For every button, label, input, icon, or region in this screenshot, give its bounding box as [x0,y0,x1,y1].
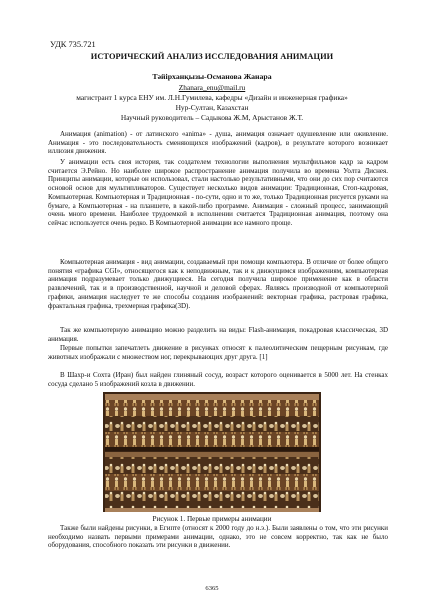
figure-ancient-animation-image [103,392,321,512]
author-email[interactable] [40,83,384,92]
paragraph-intro: Анимация (animation) - от латинского «anima» - душа, анимация означает одушевление или оживление. Анимация - это последовательность сменяющихся изображений (кадров), в результате которого возникает иллюзия движения. [48,130,388,156]
paragraph-computer-animation: Компьютерная анимация - вид анимации, создаваемый при помощи компьютера. В отличие от более общего понятия «графика CGI», относящегося как к неподвижным, так и к движущимся изображениям, компьютерная анимация подразумевает только движущиеся. На сегодня получила широкое применение как в области развлечений, так и в производственной, научной и деловой сферах. Являясь производной от компьютерной графики, анимация наследует те же способы создания изображений: векторная графика, растровая графика, фрактальная графика, трехмерная графика(3D). [48,258,388,310]
paragraph-types: Так же компьютерную анимацию можно разделить на виды: Flash-анимация, покадровая классическая, 3D анимация. [48,326,388,343]
supervisor-line: Научный руководитель – Садыкова Ж.М, Арыстанов Ж.Т. [120,113,304,122]
author-affiliation: магистрант 1 курса ЕНУ им. Л.Н.Гумилева, кафедры «Дизайн и инженерная графика» [76,93,348,102]
author-name: Тәйірханқызы-Османова Жанара [152,72,272,81]
paragraph-egypt: Также были найдены рисунки, в Египте (относят к 2000 году до н.э.). Были заявлены о том, что эти рисунки необходимо назвать первыми примерами анимации, однако, это не совсем корректно, так как не было оборудования, способного показать эти рисунки в движении. [48,524,388,550]
udk-code: УДК 735.721 [50,40,96,49]
email-link[interactable]: Zhanara_enu@mail.ru [178,83,246,92]
paragraph-shahr-i-sokhta: В Шахр-и Сохта (Иран) был найден глиняный сосуд, возраст которого оценивается в 5000 лет. На стенках сосуда сделано 5 изображений козла в движении. [48,371,388,388]
author-city: Нур-Султан, Казахстан [175,103,249,112]
figure-caption: Рисунок 1. Первые примеры анимации [152,515,272,523]
paragraph-history: У анимации есть своя история, так создателем технологии выполнения мультфильмов кадр за кадром считается Э.Рейно. Но наиболее широкое распространение анимация получила во времена Уолта Диснея. Принципы анимации, которые он использовал, стали настолько результативными, что они до сих пор считаются основой основ для мультипликаторов. Существует несколько видов анимации: Традиционная, Стоп-кадровая, Компьютерная. Компьютерная и Традиционная - по-сути, одно и то же, только Традиционная рисуется руками на бумаге, а Компьютерная - на планшете, в какой-либо программе. Анимация - сложный процесс, занимающий очень много времени. Наиболее трудоемкой в исполнении считается Традиционная анимация, поэтому она сейчас используется очень редко. В Компьютерной анимации все намного проще. [48,158,388,228]
figure-illustration [103,392,321,512]
page-number: 6365 [205,585,219,592]
article-title: ИСТОРИЧЕСКИЙ АНАЛИЗ ИССЛЕДОВАНИЯ АНИМАЦИИ [90,52,334,61]
paragraph-first-attempts: Первые попытки запечатлеть движение в рисунках относят к палеолитическим пещерным рисункам, где животных изображали с множеством ног, перекрывающих друг друга. [1] [48,344,388,361]
